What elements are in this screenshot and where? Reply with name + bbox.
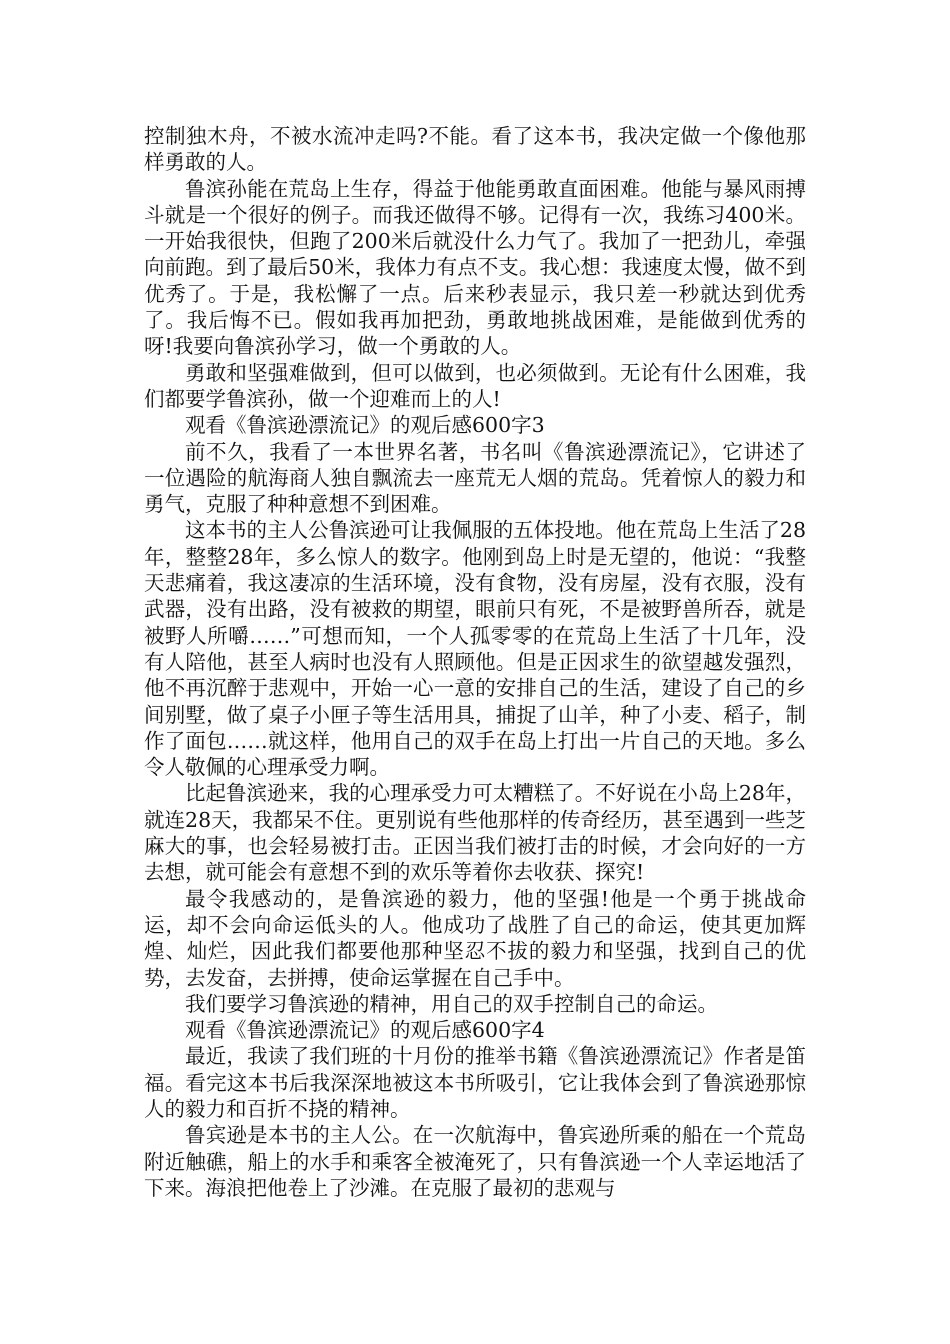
paragraph: 最令我感动的，是鲁滨逊的毅力，他的坚强!他是一个勇于挑战命运，却不会向命运低头的人。他成功了战胜了自己的命运，使其更加辉煌、灿烂，因此我们都要他那种坚忍不拔的毅力和坚强，找到自己的优势，去发奋，去拼搏，使命运掌握在自己手中。 <box>144 886 806 990</box>
paragraph: 前不久，我看了一本世界名著，书名叫《鲁滨逊漂流记》，它讲述了一位遇险的航海商人独自飘流去一座荒无人烟的荒岛。凭着惊人的毅力和勇气，克服了种种意想不到困难。 <box>144 439 806 517</box>
paragraph: 鲁宾逊是本书的主人公。在一次航海中，鲁宾逊所乘的船在一个荒岛附近触礁，船上的水手和乘客全被淹死了，只有鲁滨逊一个人幸运地活了下来。海浪把他卷上了沙滩。在克服了最初的悲观与 <box>144 1123 806 1200</box>
paragraph: 勇敢和坚强难做到，但可以做到，也必须做到。无论有什么困难，我们都要学鲁滨孙，做一个迎难而上的人! <box>144 360 806 411</box>
paragraph-continuation: 控制独木舟，不被水流冲走吗?不能。看了这本书，我决定做一个像他那样勇敢的人。 <box>144 124 806 175</box>
paragraph: 鲁滨孙能在荒岛上生存，得益于他能勇敢直面困难。他能与暴风雨搏斗就是一个很好的例子。而我还做得不够。记得有一次，我练习400米。一开始我很快，但跑了200米后就没什么力气了。我加了一把劲儿，牵强向前跑。到了最后50米，我体力有点不支。我心想：我速度太慢，做不到优秀了。于是，我松懈了一点。后来秒表显示，我只差一秒就达到优秀了。我后悔不已。假如我再加把劲，勇敢地挑战困难，是能做到优秀的呀!我要向鲁滨孙学习，做一个勇敢的人。 <box>144 176 806 359</box>
section-heading: 观看《鲁滨逊漂流记》的观后感600字3 <box>185 413 545 438</box>
paragraph: 比起鲁滨逊来，我的心理承受力可太糟糕了。不好说在小岛上28年，就连28天，我都呆不住。更别说有些他那样的传奇经历，甚至遇到一些芝麻大的事，也会轻易被打击。正因当我们被打击的时候，才会向好的一方去想，就可能会有意想不到的欢乐等着你去收获、探究! <box>144 781 806 885</box>
paragraph: 这本书的主人公鲁滨逊可让我佩服的五体投地。他在荒岛上生活了28年，整整28年，多么惊人的数字。他刚到岛上时是无望的，他说：“我整天悲痛着，我这凄凉的生活环境，没有食物，没有房屋，没有衣服，没有武器，没有出路，没有被救的期望，眼前只有死，不是被野兽所吞，就是被野人所嚼……”可想而知，一个人孤零零的在荒岛上生活了十几年，没有人陪他，甚至人病时也没有人照顾他。但是正因求生的欲望越发强烈，他不再沉醉于悲观中，开始一心一意的安排自己的生活，建设了自己的乡间别墅，做了桌子小匣子等生活用具，捕捉了山羊，种了小麦、稻子，制作了面包……就这样，他用自己的双手在岛上打出一片自己的天地。多么令人敬佩的心理承受力啊。 <box>144 518 806 780</box>
section-heading: 观看《鲁滨逊漂流记》的观后感600字4 <box>185 1018 545 1043</box>
paragraph: 我们要学习鲁滨逊的精神，用自己的双手控制自己的命运。 <box>185 991 718 1016</box>
document-body <box>144 123 806 1201</box>
paragraph: 最近，我读了我们班的十月份的推举书籍《鲁滨逊漂流记》作者是笛福。看完这本书后我深深地被这本书所吸引，它让我体会到了鲁滨逊那惊人的毅力和百折不挠的精神。 <box>144 1044 806 1121</box>
